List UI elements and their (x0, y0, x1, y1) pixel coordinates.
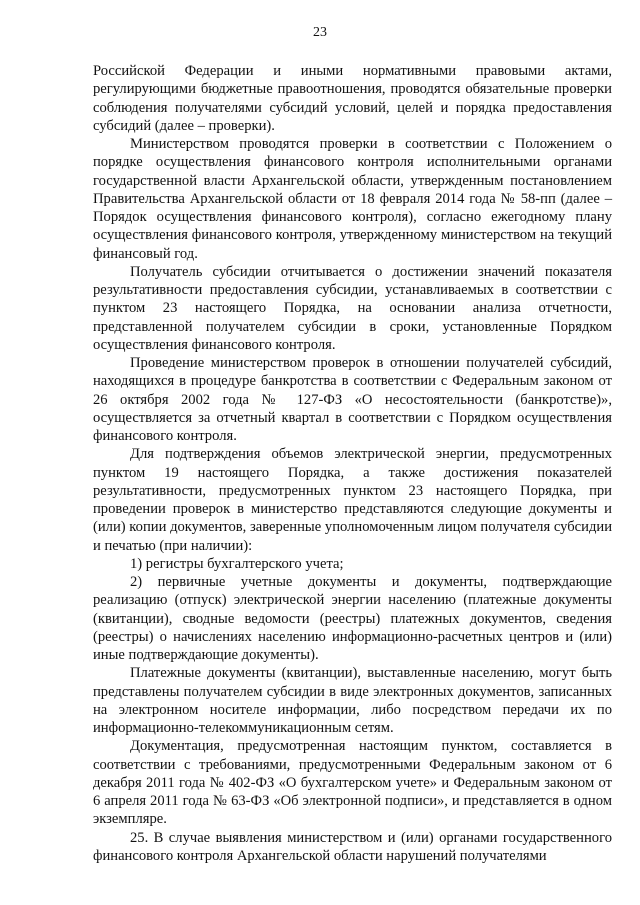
paragraph-documentation-requirements: Документация, предусмотренная настоящим пунктом, составляется в соответствии с требованиями, предусмотренными Федеральным законом от 6 декабря 2011 года № 402-ФЗ «О бухгалтерском учете» и Федеральным законом от 6 апреля 2011 года № 63-ФЗ «Об электронной подписи», и представляется в одном экземпляре. (93, 738, 612, 828)
document-body (93, 62, 612, 865)
paragraph-electronic-documents: Платежные документы (квитанции), выставленные населению, могут быть представлены получателем субсидии в виде электронных документов, записанных на электронном носителе информации, либо посредством передачи их по информационно-телекоммуникационным сетям. (93, 665, 612, 736)
page-number: 23 (313, 25, 327, 40)
paragraph-section-25: 25. В случае выявления министерством и (или) органами государственного финансового контроля Архангельской области нарушений получателями (93, 829, 612, 864)
paragraph-inspections: Министерством проводятся проверки в соответствии с Положением о порядке осуществления финансового контроля исполнительными органами государственной власти Архангельской области, утвержденным постановлением Правительства Архангельской области от 18 февраля 2014 года № 58-пп (далее – Порядок осуществления финансового контроля), согласно ежегодному плану осуществления финансового контроля, утвержденному министерством на текущий финансовый год. (93, 136, 612, 262)
paragraph-continuation: Российской Федерации и иными нормативными правовыми актами, регулирующими бюджетные правоотношения, проводятся обязательные проверки соблюдения получателями субсидий условий, целей и порядка предоставления субсидий (далее – проверки). (93, 63, 612, 134)
list-item-primary-documents: 2) первичные учетные документы и документы, подтверждающие реализацию (отпуск) электрической энергии населению (платежные документы (квитанции), сводные ведомости (реестры) платежных документов, сведения (реестры) о начислениях населению информационно-расчетных центров и (или) иные подтверждающие документы). (93, 574, 612, 663)
paragraph-documents-required: Для подтверждения объемов электрической энергии, предусмотренных пунктом 19 настоящего Порядка, а также достижения показателей результативности, предусмотренных пунктом 23 настоящего Порядка, при проведении проверок в министерство представляются следующие документы и (или) копии документов, заверенные уполномоченным лицом получателя субсидии и печатью (при наличии): (93, 446, 612, 554)
list-item-accounting-registers: 1) регистры бухгалтерского учета; (130, 555, 344, 572)
paragraph-bankruptcy: Проведение министерством проверок в отношении получателей субсидий, находящихся в процедуре банкротства в соответствии с Федеральным законом от 26 октября 2002 года № 127-ФЗ «О несостоятельности (банкротстве)», осуществляется за отчетный квартал в соответствии с Порядком осуществления финансового контроля. (93, 355, 612, 444)
paragraph-reporting: Получатель субсидии отчитывается о достижении значений показателя результативности предоставления субсидии, устанавливаемых в соответствии с пунктом 23 настоящего Порядка, на основании анализа отчетности, представленной получателем субсидии в сроки, установленные Порядком осуществления финансового контроля. (93, 263, 612, 353)
